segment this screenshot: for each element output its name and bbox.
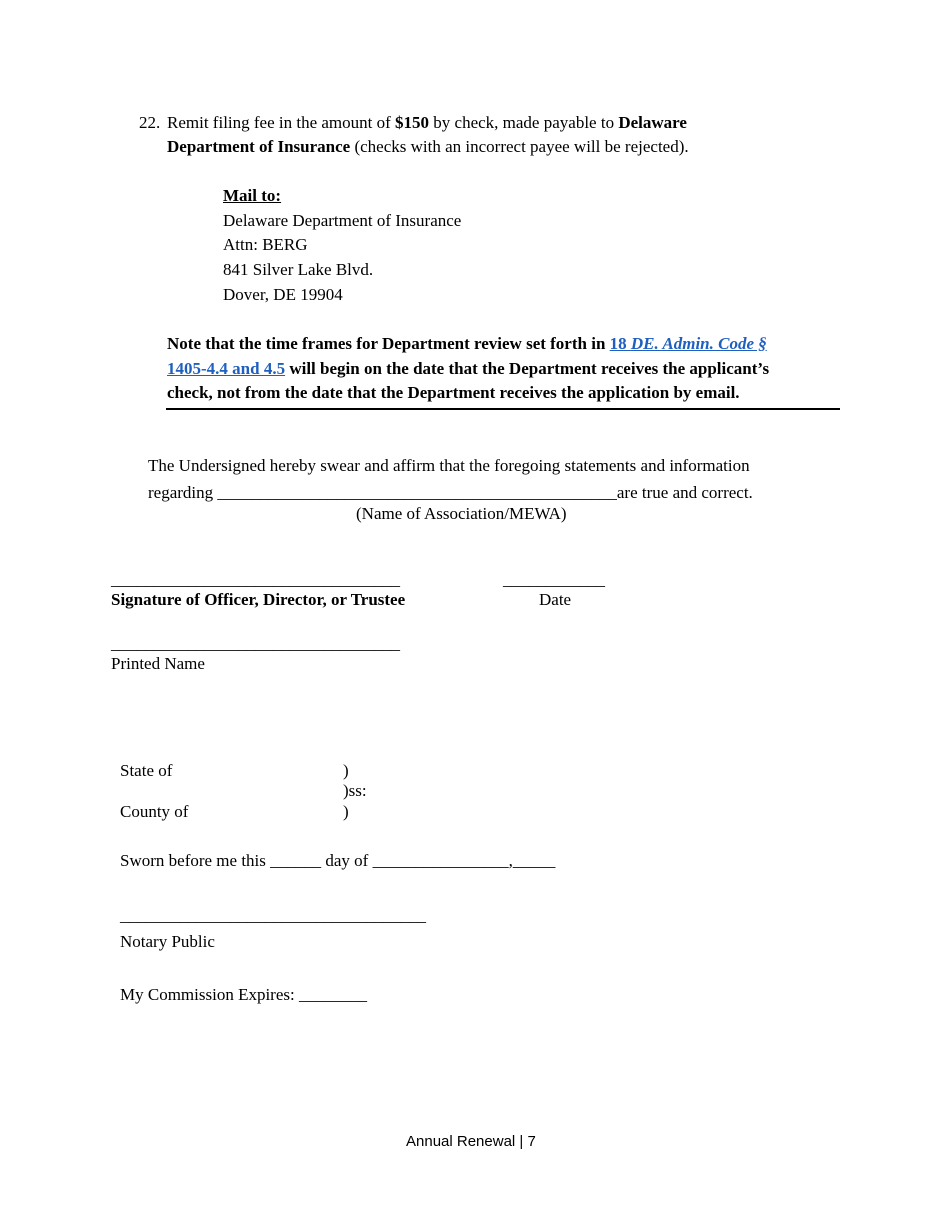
commission-expires[interactable]: My Commission Expires: ________ [120,985,367,1004]
signature-label: Signature of Officer, Director, or Trustee [111,590,406,609]
note-line-1 [167,333,767,355]
note-text: Note that the time frames for Department review set forth in [167,334,610,353]
state-of-label: State of [120,761,173,780]
affirmation-line-2: regarding _______________________________________________are true and correct. [148,483,753,502]
note-line-3: check, not from the date that the Department receives the application by email. [167,383,740,402]
payee-warning: (checks with an incorrect payee will be rejected). [350,137,689,156]
fee-text: Remit filing fee in the amount of [167,113,396,132]
mail-address-line-1: Delaware Department of Insurance [223,211,462,230]
sworn-line[interactable]: Sworn before me this ______ day of ________________,_____ [120,851,556,870]
notary-public-label: Notary Public [120,932,215,951]
county-of-label: County of [120,802,189,821]
association-name-blank[interactable]: _______________________________________________ [217,483,617,502]
page-footer: Annual Renewal | 7 [406,1133,536,1150]
printed-name-label: Printed Name [111,654,205,673]
admin-code-link[interactable]: 18 DE. Admin. Code § [609,334,767,353]
fee-amount: $150 [395,113,430,132]
item-22-line-1 [167,112,687,134]
mail-address-line-4: Dover, DE 19904 [223,285,343,304]
venue-bracket-top: ) [343,761,349,780]
mail-to-heading: Mail to: [223,186,282,205]
venue-ss: )ss: [343,781,367,800]
notary-signature-line[interactable]: ____________________________________ [120,906,426,925]
mail-address-line-3: 841 Silver Lake Blvd. [223,260,374,279]
admin-code-link-continued[interactable]: 1405-4.4 and 4.5 [167,359,286,378]
venue-bracket-bottom: ) [343,802,349,821]
affirmation-line-1: The Undersigned hereby swear and affirm that the foregoing statements and information [148,456,750,475]
fee-text-mid: by check, made payable to [429,113,619,132]
payee-part-2: Department of Insurance [167,137,351,156]
printed-name-line[interactable]: __________________________________ [111,634,400,653]
date-line[interactable]: ____________ [503,570,605,589]
association-name-caption: (Name of Association/MEWA) [356,504,567,523]
mail-address-line-2: Attn: BERG [223,235,308,254]
note-divider [166,408,840,410]
payee-part-1: Delaware [618,113,687,132]
date-label: Date [539,590,572,609]
item-number: 22. [139,113,161,132]
note-text-continued: will begin on the date that the Department receives the applicant’s [285,359,770,378]
signature-line[interactable]: __________________________________ [111,570,400,589]
item-22-line-2 [167,136,689,158]
note-line-2 [167,358,769,380]
